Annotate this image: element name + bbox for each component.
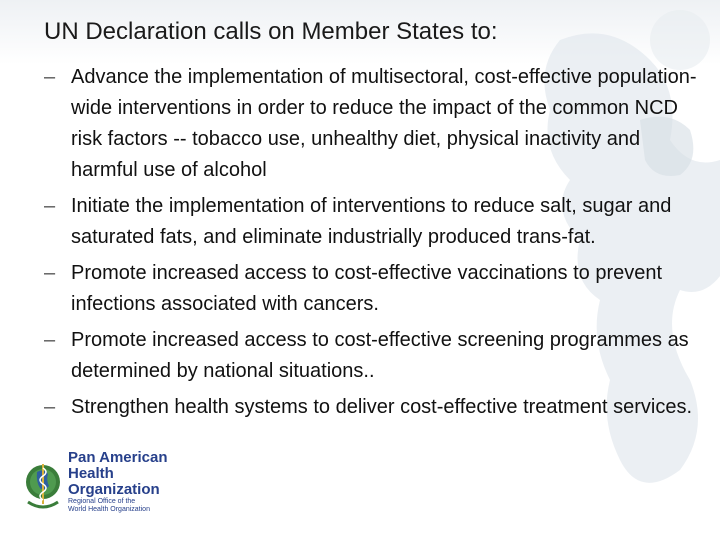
bullet-text: Initiate the implementation of interventions to reduce salt, sugar and saturated fats, and eliminate industrially produced trans-fat. bbox=[71, 195, 672, 248]
bullet-dash: – bbox=[44, 262, 56, 284]
paho-logo bbox=[22, 449, 202, 516]
bullet-dash: – bbox=[44, 66, 56, 88]
logo-line-1: Pan American bbox=[68, 449, 168, 466]
bullet-dash: – bbox=[44, 329, 56, 351]
bullet-item bbox=[44, 258, 704, 320]
bullet-item bbox=[44, 392, 704, 423]
bullet-item bbox=[44, 325, 704, 387]
bullet-item bbox=[44, 191, 704, 253]
bullet-dash: – bbox=[44, 396, 56, 418]
bullet-text: Promote increased access to cost-effective screening programmes as determined by national situations.. bbox=[71, 329, 689, 382]
logo-subtitle-2: World Health Organization bbox=[68, 506, 150, 513]
logo-line-3: Organization bbox=[68, 481, 160, 498]
slide-title: UN Declaration calls on Member States to: bbox=[44, 18, 498, 45]
bullet-text: Promote increased access to cost-effective vaccinations to prevent infections associated with cancers. bbox=[71, 262, 663, 315]
bullet-dash: – bbox=[44, 195, 56, 217]
logo-subtitle-1: Regional Office of the bbox=[68, 498, 136, 505]
bullet-text: Strengthen health systems to deliver cost-effective treatment services. bbox=[71, 396, 693, 418]
paho-emblem-icon bbox=[22, 458, 64, 514]
bullet-list bbox=[44, 62, 704, 428]
bullet-text: Advance the implementation of multisectoral, cost-effective population-wide interventions in order to reduce the impact of the common NCD risk factors -- tobacco use, unhealthy diet, physical inactivity and harmful use of alcohol bbox=[71, 66, 697, 181]
bullet-item bbox=[44, 62, 704, 186]
logo-line-2: Health bbox=[68, 465, 114, 482]
